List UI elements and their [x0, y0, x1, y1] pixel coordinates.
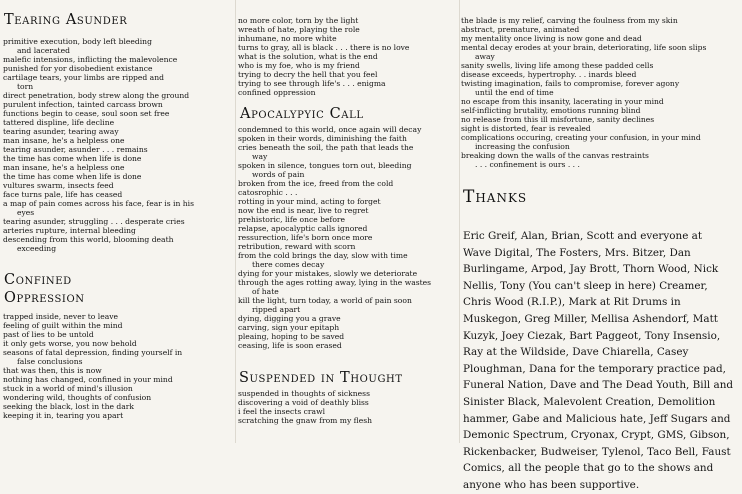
lyric-line: broken from the ice, freed from the cold	[238, 179, 394, 188]
lyric-line: words of pain	[252, 170, 305, 179]
lyric-line: way	[252, 152, 268, 161]
lyrics-column-1	[3, 0, 233, 443]
lyric-line: breaking down the walls of the canvas restraints	[461, 151, 649, 160]
lyric-line: discovering a void of deathly bliss	[238, 398, 369, 407]
thanks-line: Comics, all the people that go to the shows and	[463, 462, 714, 475]
lyric-line: seasons of fatal depression, finding yourself in	[3, 348, 183, 357]
lyric-line: no more color, torn by the light	[238, 16, 359, 25]
thanks-list	[463, 228, 739, 494]
lyric-line: . . . confinement is ours . . .	[475, 160, 580, 169]
lyric-line: pleaing, hoping to be saved	[238, 332, 345, 341]
lyric-line: functions begin to cease, soul soon set free	[3, 109, 170, 118]
lyric-line: arteries rupture, internal bleeding	[3, 226, 136, 235]
lyric-line: from the cold brings the day, slow with time	[238, 251, 408, 260]
thanks-line: Wave Digital, The Fosters, Mrs. Bitzer, Dan	[463, 246, 691, 259]
lyric-line: sanity swells, living life among these padded cells	[461, 61, 654, 70]
lyric-line: punished for yor disobedient existance	[3, 64, 153, 73]
lyric-line: abstract, premature, animated	[461, 25, 580, 34]
lyric-line: sight is distorted, fear is revealed	[461, 124, 591, 133]
lyric-line: turns to gray, all is black . . . there is no love	[238, 43, 410, 52]
lyric-line: trapped inside, never to leave	[3, 312, 119, 321]
lyric-line: tearing asunder, asunder . . . remains	[3, 145, 148, 154]
thanks-line: Eric Greif, Alan, Brian, Scott and everyone at	[463, 230, 703, 242]
song-title-confined-oppression-line2: Oppression	[4, 290, 85, 306]
thanks-line: Muskegon, Greg Miller, Mellisa Ashendorf, Matt	[463, 312, 718, 325]
lyric-line: false conclusions	[17, 357, 83, 366]
lyric-line: nothing has changed, confined in your mind	[3, 375, 173, 384]
lyric-line: inhumane, no more white	[238, 34, 337, 43]
lyrics-column-2	[238, 0, 458, 443]
lyric-line: what is the solution, what is the end	[238, 52, 378, 61]
lyric-line: increasing the confusion	[475, 142, 570, 151]
thanks-line: Ploughman, Dana for the temporary practice pad,	[463, 362, 726, 375]
lyric-line: suspended in thoughts of sickness	[238, 389, 370, 398]
lyric-line: primitive execution, body left bleeding	[3, 37, 152, 46]
song-title-tearing-asunder: Tearing Asunder	[4, 12, 128, 28]
lyric-line: ripped apart	[252, 305, 301, 314]
thanks-line: Ray at the Wildside, Dave Chiarella, Casey	[463, 346, 689, 359]
lyric-line: past of lies to be untold	[3, 330, 94, 339]
thanks-title: Thanks	[463, 187, 528, 207]
lyric-line: now the end is near, live to regret	[238, 206, 369, 215]
lyrics-column-3	[461, 0, 739, 491]
lyric-line: ressurection, life's born once more	[238, 233, 373, 242]
lyric-line: catosrophic . . .	[238, 188, 298, 197]
thanks-line: Sinister Black, Malevolent Creation, Demolition	[463, 395, 716, 408]
thanks-line: Demonic Spectrum, Cryonax, Crypt, GMS, Gibson,	[463, 429, 730, 442]
thanks-line: anyone who has been supportive.	[463, 478, 640, 491]
lyric-line: until the end of time	[475, 88, 554, 97]
thanks-line: Funeral Nation, Dave and The Dead Youth, Bill and	[463, 379, 734, 392]
lyric-line: rotting in your mind, acting to forget	[238, 197, 381, 206]
lyric-line: of hate	[252, 287, 279, 296]
lyric-line: man insane, he's a helpless one	[3, 136, 125, 145]
page-fold-divider	[235, 0, 236, 443]
lyric-line: kill the light, turn today, a world of pain soon	[238, 296, 412, 305]
lyric-line: descending from this world, blooming death	[3, 235, 174, 244]
lyric-line: direct penetration, body strew along the ground	[3, 91, 190, 100]
lyric-line: ceasing, life is soon erased	[238, 341, 342, 350]
lyric-line: wondering wild, thoughts of confusion	[3, 393, 152, 402]
lyric-line: wreath of hate, playing the role	[238, 25, 360, 34]
thanks-line: Chris Wood (R.I.P.), Mark at Rit Drums in	[463, 296, 681, 309]
lyric-line: scratching the gnaw from my flesh	[238, 416, 373, 425]
lyric-line: the time has come when life is done	[3, 154, 142, 163]
lyric-line: cartilage tears, your limbs are ripped and	[3, 73, 164, 82]
lyric-line: tearing asunder, tearing away	[3, 127, 119, 136]
lyric-line: disease exceeds, hypertrophy. . . inards bleed	[461, 70, 637, 79]
thanks-line: Burlingame, Arpod, Jay Brott, Thorn Wood, Nick	[463, 263, 719, 276]
lyric-line: trying to see through life's . . . enigma	[238, 79, 386, 88]
lyric-line: dying, digging you a grave	[238, 314, 341, 323]
lyric-line: purulent infection, tainted carcass brown	[3, 100, 163, 109]
lyric-line: prehistoric, life once before	[238, 215, 346, 224]
lyric-line: tattered displine, life decline	[3, 118, 115, 127]
thanks-line: Kuzyk, Joey Ciezak, Bart Paggeot, Tony Insensio,	[463, 329, 721, 342]
lyric-line: confined oppression	[238, 88, 316, 97]
lyric-line: condemned to this world, once again will decay	[238, 125, 422, 134]
lyric-line: torn	[17, 82, 34, 91]
lyric-line: man insane, he's a helpless one	[3, 163, 125, 172]
lyric-line: and lacerated	[17, 46, 70, 55]
lyric-line: no escape from this insanity, lacerating in your mind	[461, 97, 664, 106]
song-title-confined-oppression-line1: Confined	[4, 272, 72, 288]
lyric-line: feeling of guilt within the mind	[3, 321, 123, 330]
lyric-line: spoken in their words, diminishing the faith	[238, 134, 407, 143]
song-title-apocalyptic-call: Apocalypyic Call	[240, 106, 364, 122]
thanks-line: hammer, Gabe and Malicious hate, Jeff Sugars and	[463, 412, 731, 425]
lyric-line: dying for your mistakes, slowly we deteriorate	[238, 269, 418, 278]
lyric-line: vultures swarm, insects feed	[3, 181, 114, 190]
lyric-line: tearing asunder, struggling . . . desperate cries	[3, 217, 185, 226]
lyric-line: that was then, this is now	[3, 366, 102, 375]
lyric-line: face turns pale, life has ceased	[3, 190, 123, 199]
page-fold-divider	[459, 0, 460, 443]
lyric-line: carving, sign your epitaph	[238, 323, 340, 332]
lyric-line: relapse, apocalyptic calls ignored	[238, 224, 368, 233]
lyric-line: away	[475, 52, 495, 61]
lyric-line: exceeding	[17, 244, 57, 253]
lyric-line: trying to decry the hell that you feel	[238, 70, 378, 79]
lyric-line: the blade is my relief, carving the foulness from my skin	[461, 16, 678, 25]
lyric-line: complications occuring, creating your confusion, in your mind	[461, 133, 701, 142]
lyric-line: it only gets worse, you now behold	[3, 339, 137, 348]
lyric-line: seeking the black, lost in the dark	[3, 402, 134, 411]
lyric-line: the time has come when life is done	[3, 172, 142, 181]
thanks-line: Nellis, Tony (You can't sleep in here) Creamer,	[463, 279, 708, 292]
lyric-line: twisting imagination, fails to compromise, forever agony	[461, 79, 680, 88]
lyric-line: spoken in silence, tongues torn out, bleeding	[238, 161, 412, 170]
lyric-line: cries beneath the soil, the path that leads the	[238, 143, 414, 152]
lyric-line: through the ages rotting away, lying in the wastes	[238, 278, 432, 287]
lyric-line: a map of pain comes across his face, fear is in his	[3, 199, 194, 208]
lyric-line: self-inflicting brutality, emotions running blind	[461, 106, 641, 115]
lyric-line: who is my foe, who is my friend	[238, 61, 360, 70]
lyric-line: keeping it in, tearing you apart	[3, 411, 124, 420]
lyric-line: malefic intensions, inflicting the malevolence	[3, 55, 178, 64]
lyric-line: retribution, reward with scorn	[238, 242, 356, 251]
song-title-suspended-in-thought: Suspended in Thought	[239, 370, 403, 386]
lyric-line: stuck in a world of mind's illusion	[3, 384, 133, 393]
lyric-line: eyes	[17, 208, 35, 217]
lyric-line: my mentality once living is now gone and dead	[461, 34, 642, 43]
thanks-line: Rickenbacker, Budweiser, Tylenol, Taco Bell, Faust	[463, 445, 731, 458]
lyric-line: no release from this ill misfortune, sanity declines	[461, 115, 655, 124]
lyric-line: i feel the insects crawl	[238, 407, 325, 416]
lyric-line: mental decay erodes at your brain, deteriorating, life soon slips	[461, 43, 707, 52]
lyric-line: there comes decay	[252, 260, 325, 269]
